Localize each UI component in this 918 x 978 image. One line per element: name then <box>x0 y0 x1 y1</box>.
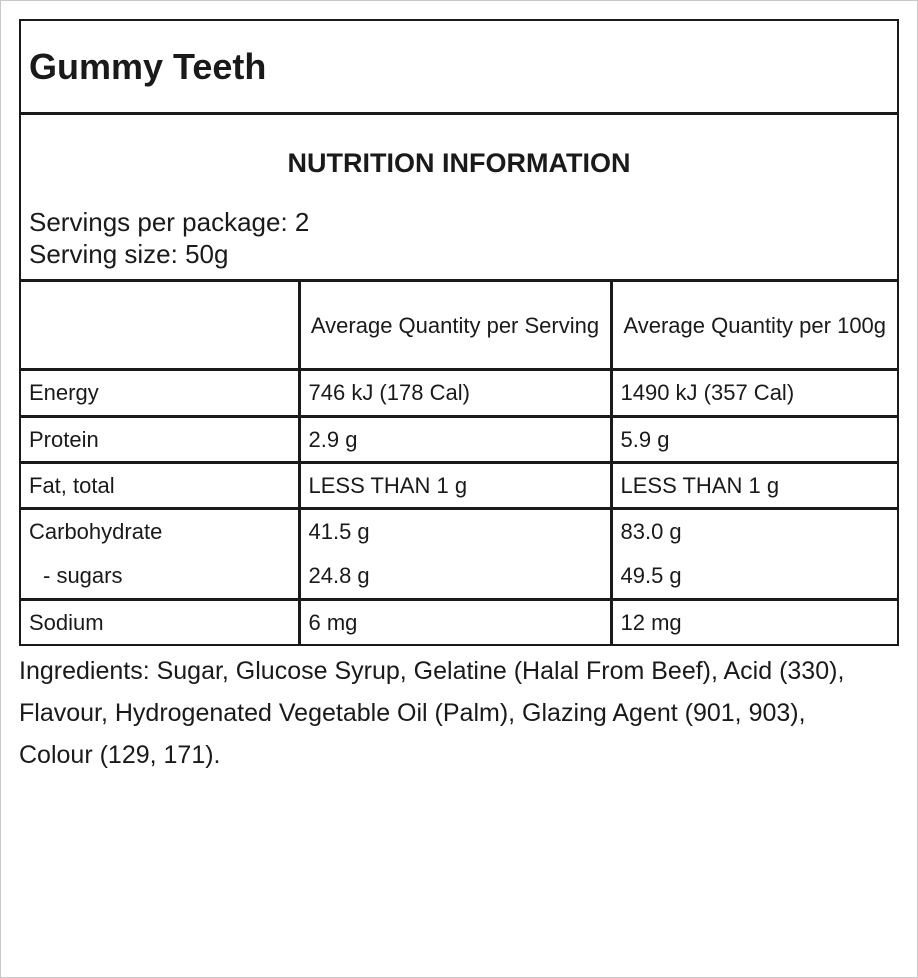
servings-block <box>29 206 309 270</box>
table-row <box>21 417 897 463</box>
nutrition-table <box>21 282 897 644</box>
per-100g-value: 5.9 g <box>611 417 897 463</box>
servings-per-package: Servings per package: 2 <box>29 207 310 237</box>
header-nutrient <box>21 282 299 370</box>
nutrient-name-group <box>21 509 299 600</box>
nutrient-name: Fat, total <box>21 463 299 509</box>
sub-nutrient-name: - sugars <box>43 563 123 588</box>
nutrient-name: Energy <box>21 370 299 417</box>
per-serving-value: 6 mg <box>299 600 611 645</box>
per-100g-value-group <box>611 509 897 600</box>
per-serving-value: 2.9 g <box>299 417 611 463</box>
nutrition-heading: NUTRITION INFORMATION <box>287 148 631 178</box>
nutrient-name: Protein <box>21 417 299 463</box>
table-row <box>21 463 897 509</box>
per-100g-value: LESS THAN 1 g <box>611 463 897 509</box>
nutrient-name: Carbohydrate <box>29 519 163 544</box>
table-row <box>21 600 897 645</box>
per-serving-value-group <box>299 509 611 600</box>
header-per-serving: Average Quantity per Serving <box>299 282 611 370</box>
per-serving-value: 746 kJ (178 Cal) <box>299 370 611 417</box>
table-row <box>21 509 897 600</box>
table-header-row <box>21 282 897 370</box>
nutrient-name: Sodium <box>21 600 299 645</box>
ingredients-text: Ingredients: Sugar, Glucose Syrup, Gelatine (Halal From Beef), Acid (330), Flavour, Hydrogenated Vegetable Oil (Palm), Glazing Agent (901, 903), Colour (129, 171). <box>19 657 845 769</box>
product-title: Gummy Teeth <box>21 21 897 115</box>
per-100g-value: 49.5 g <box>620 563 682 588</box>
per-100g-value: 12 mg <box>611 600 897 645</box>
serving-size: Serving size: 50g <box>29 239 229 269</box>
per-serving-value: 24.8 g <box>308 563 370 588</box>
per-100g-value: 83.0 g <box>620 519 682 544</box>
table-row <box>21 370 897 417</box>
nutrition-panel <box>19 19 899 646</box>
per-serving-value: 41.5 g <box>308 519 370 544</box>
nutrition-info-section <box>21 115 897 282</box>
per-serving-value: LESS THAN 1 g <box>299 463 611 509</box>
header-per-100g: Average Quantity per 100g <box>611 282 897 370</box>
per-100g-value: 1490 kJ (357 Cal) <box>611 370 897 417</box>
